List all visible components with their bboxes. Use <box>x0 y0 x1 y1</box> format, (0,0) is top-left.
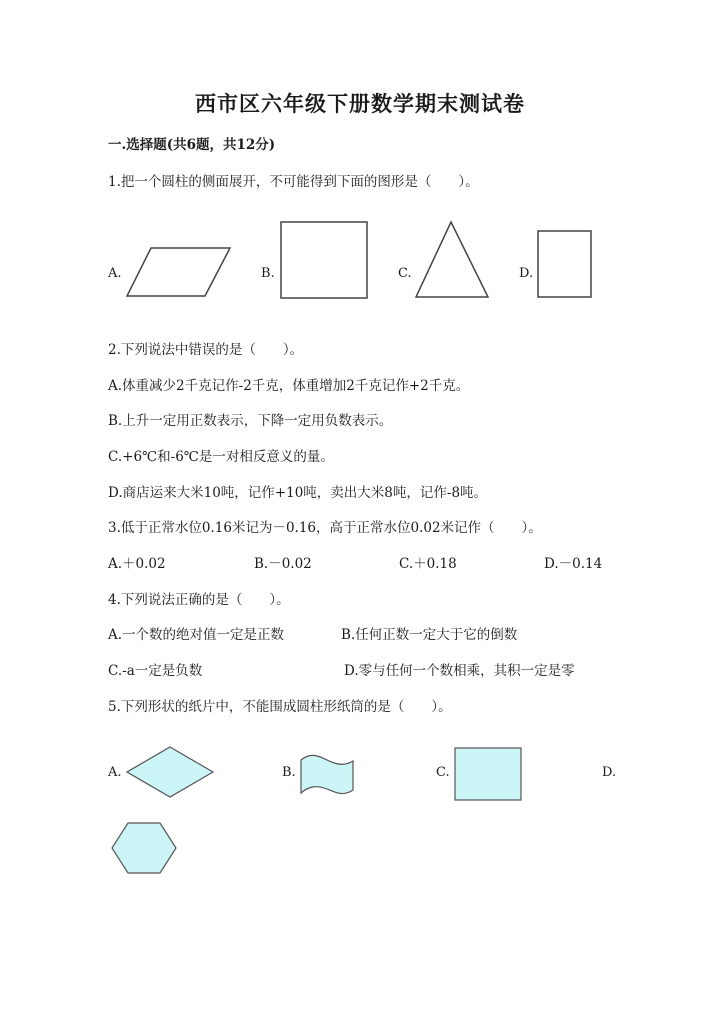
question-2-stem: 2.下列说法中错误的是（ ）。 <box>108 342 304 358</box>
page-title: 西市区六年级下册数学期末测试卷 <box>195 91 525 116</box>
question-4-stem: 4.下列说法正确的是（ ）。 <box>108 592 290 608</box>
q3-option-b[interactable]: B.－0.02 <box>254 556 312 572</box>
question-3-stem: 3.低于正常水位0.16米记为－0.16，高于正常水位0.02米记作（ ）。 <box>108 520 542 536</box>
q5-label-b[interactable]: B. <box>282 765 296 780</box>
q1-label-d[interactable]: D. <box>519 266 534 281</box>
rectangle-paper-shape <box>452 745 524 803</box>
q3-option-a[interactable]: A.＋0.02 <box>108 556 166 572</box>
q2-option-a[interactable]: A.体重减少2千克记作-2千克，体重增加2千克记作+2千克。 <box>108 378 470 394</box>
q4-option-c[interactable]: C.-a一定是负数 <box>108 663 203 679</box>
question-1-stem: 1.把一个圆柱的侧面展开，不可能得到下面的图形是（ ）。 <box>108 174 479 190</box>
q3-option-c[interactable]: C.＋0.18 <box>399 556 457 572</box>
question-5-stem: 5.下列形状的纸片中，不能围成圆柱形纸筒的是（ ）。 <box>108 699 452 715</box>
q4-option-b[interactable]: B.任何正数一定大于它的倒数 <box>341 627 518 643</box>
q4-option-a[interactable]: A.一个数的绝对值一定是正数 <box>108 627 285 643</box>
q5-label-a[interactable]: A. <box>108 765 122 780</box>
triangle-shape <box>413 219 493 301</box>
wavy-banner-shape <box>297 752 357 800</box>
rectangle-shape <box>536 228 596 300</box>
q1-label-a[interactable]: A. <box>108 266 122 281</box>
square-shape <box>278 219 372 301</box>
hexagon-shape <box>110 820 180 876</box>
q1-label-b[interactable]: B. <box>261 266 275 281</box>
q5-label-c[interactable]: C. <box>436 765 450 780</box>
section-heading: 一.选择题(共6题，共12分) <box>108 137 276 153</box>
q2-option-b[interactable]: B.上升一定用正数表示，下降一定用负数表示。 <box>108 413 393 429</box>
rhombus-shape <box>124 745 216 801</box>
q2-option-d[interactable]: D.商店运来大米10吨，记作+10吨，卖出大米8吨，记作-8吨。 <box>108 485 488 501</box>
q2-option-c[interactable]: C.+6℃和-6℃是一对相反意义的量。 <box>108 449 334 465</box>
q3-option-d[interactable]: D.－0.14 <box>544 556 603 572</box>
parallelogram-shape <box>125 244 235 300</box>
q4-option-d[interactable]: D.零与任何一个数相乘，其积一定是零 <box>344 663 575 679</box>
q5-label-d[interactable]: D. <box>602 765 617 780</box>
q1-label-c[interactable]: C. <box>398 266 412 281</box>
